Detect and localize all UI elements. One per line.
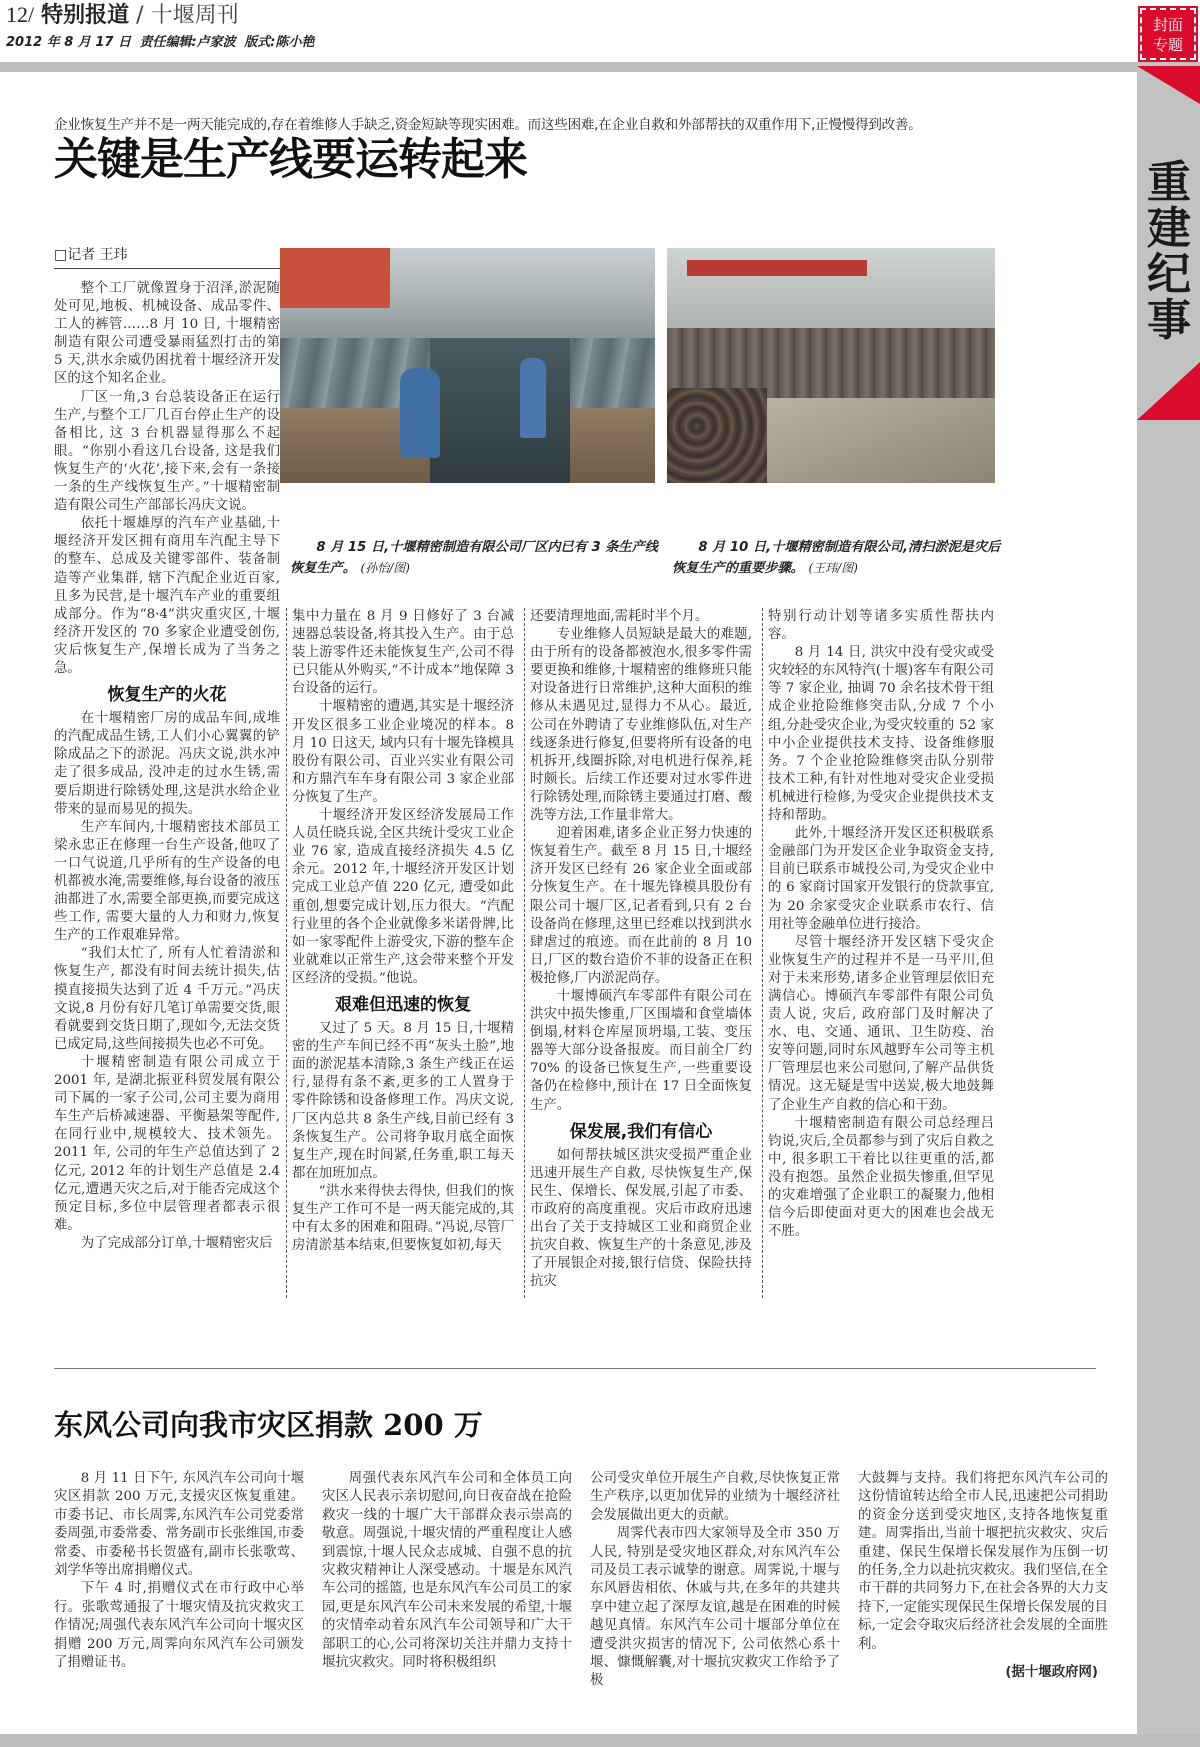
paragraph: 8 月 14 日, 洪灾中没有受灾或受灾较轻的东风特汽(十堰)客车有限公司等 7 家企业, 抽调 70 余名技术骨干组成企业抢险维修突击队,分成 7 个小组,分赴受灾企业,为受灾较重的 52 家中小企业提供技术支持、设备维修服务。7 个企业抢险维修突击队分别带技术工种,有针对性地对受灾企业受损机械进行检修,为受灾企业提供技术支持和帮助。 xyxy=(768,645,994,824)
bottom-divider-band xyxy=(0,1734,1200,1747)
paragraph: 8 月 11 日下午, 东风汽车公司向十堰灾区捐款 200 万元,支援灾区恢复重建。市委书记、市长周霁,东风汽车公司党委常委周强,市委常委、常务副市长张维国,市委常委、市委秘书长贺盛有,副市长张歌莺、刘学华等出席捐赠仪式。 xyxy=(54,1471,304,1579)
article-separator xyxy=(54,1368,1096,1369)
paragraph: 尽管十堰经济开发区辖下受灾企业恢复生产的过程并不是一马平川,但对于未来形势,诸多企业管理层依旧充满信心。博硕汽车零部件有限公司负责人说, 灾后, 政府部门及时解决了水、电、交通、通讯、卫生防疫、治安等问题,同时东风越野车公司等主机厂管理层也来公司慰问,了解产品供货情况。这无疑是雪中送炭,极大地鼓舞了企业生产自救的信心和干劲。 xyxy=(768,934,994,1113)
paragraph: 下午 4 时,捐赠仪式在市行政中心举行。张歌莺通报了十堰灾情及抗灾救灾工作情况;周强代表东风汽车公司向十堰灾区捐赠 200 万元,周霁向东风汽车公司颁发了捐赠证书。 xyxy=(54,1581,304,1671)
paragraph: 公司受灾单位开展生产自救,尽快恢复正常生产秩序,以更加优异的业绩为十堰经济社会发展做出更大的贡献。 xyxy=(590,1471,840,1523)
stamp-line-2: 专题 xyxy=(1152,36,1183,54)
page-number: 12/ xyxy=(6,2,35,27)
caption-text: 8 月 15 日,十堰精密制造有限公司厂区内已有 3 条生产线恢复生产。 xyxy=(290,540,658,576)
article-deck: 企业恢复生产并不是一两天能完成的,存在着维修人手缺乏,资金短缺等现实困难。而这些困难,在企业自救和外部帮扶的双重作用下,正慢慢得到改善。 xyxy=(54,117,922,133)
paragraph: 十堰精密制造有限公司总经理吕钧说,灾后,全员都参与到了灾后自救之中, 很多职工干着比以往更重的活,都没有抱怨。虽然企业损失惨重,但罕见的灾难增强了企业职工的凝聚力,他相信今后即使面对更大的困难也会战无不胜。 xyxy=(768,1115,994,1240)
photo-caption-1 xyxy=(290,538,660,579)
photo-machine xyxy=(430,338,570,483)
subheading: 保发展,我们有信心 xyxy=(569,1121,713,1142)
editor-credit: 责任编辑:卢家波 xyxy=(139,35,236,50)
article-column-4 xyxy=(768,608,994,1241)
article-headline: 关键是生产线要运转起来 xyxy=(54,134,527,185)
column-divider xyxy=(286,608,287,1298)
side-column-title: 重建纪事 xyxy=(1147,157,1191,346)
byline: □记者 王玮 xyxy=(54,244,280,269)
paragraph: 周霁代表市四大家领导及全市 350 万人民, 特别是受灾地区群众,对东风汽车公司及员工表示诚挚的谢意。周霁说,十堰与东风唇齿相依、休戚与共,在多年的共建共享中建立起了深厚友谊,越是在困难的时候越见真情。东风汽车公司十堰部分单位在遭受洪灾损害的情况下, 公司依然心系十堰、慷慨解囊,对十堰抗灾救灾工作给予了极 xyxy=(590,1526,840,1689)
subheading: 恢复生产的火花 xyxy=(107,685,227,706)
article-column-3 xyxy=(530,608,752,1291)
top-divider-band xyxy=(0,62,1200,72)
photo-production-line xyxy=(280,248,655,483)
column-divider xyxy=(524,608,525,1298)
photo-sign xyxy=(687,260,867,276)
issue-date: 2012 年 8 月 17 日 xyxy=(6,35,131,50)
paragraph: 厂区一角,3 台总装设备正在运行生产,与整个工厂几百台停止生产的设备相比, 这 3 台机器显得那么不起眼。“你别小看这几台设备, 这是我们恢复生产的‘火花’,接下来,会有一条接一条的生产线恢复生产。”十堰精密制造有限公司生产部部长冯庆文说。 xyxy=(54,389,280,514)
issue-info xyxy=(6,31,318,50)
paragraph: 此外,十堰经济开发区还积极联系金融部门为开发区企业争取资金支持,目前已联系市城投公司,为受灾企业中的 6 家商讨国家开发银行的贷款事宜,为 20 余家受灾企业联系市农行、信用社等金融单位进行接洽。 xyxy=(768,826,994,932)
article-column-1 xyxy=(54,280,280,1253)
section-name: 特别报道 xyxy=(41,3,130,28)
second-article-headline: 东风公司向我市灾区捐款 200 万 xyxy=(54,1408,483,1442)
paragraph: 十堰精密制造有限公司成立于 2001 年, 是湖北振亚科贸发展有限公司下属的一家子公司,公司主要为商用车生产后桥减速器、平衡悬架等配件,在同行业中,规模较大、技术领先。2011 年, 公司的年生产总值达到了 2 亿元, 2012 年的计划生产总值是 2.4 亿元,遭遇天灾之后,对于能否完成这个预定目标,多位中层管理者都表示很难。 xyxy=(54,1054,280,1233)
paragraph: 周强代表东风汽车公司和全体员工向灾区人民表示亲切慰问,向日夜奋战在抢险救灾一线的十堰广大干部群众表示崇高的敬意。周强说,十堰灾情的严重程度让人感到震惊,十堰人民众志成城、自强不息的抗灾救灾精神让人深受感动。十堰是东风汽车公司的摇篮, 也是东风汽车公司员工的家园,更是东风汽车公司未来发展的希望,十堰的灾情牵动着东风汽车公司领导和广大干部职工的心,公司将深切关注并鼎力支持十堰抗灾救灾。同时将积极组织 xyxy=(322,1471,572,1671)
paragraph: 如何帮扶城区洪灾受损严重企业迅速开展生产自救, 尽快恢复生产,保民生、保增长、保发展,引起了市委、市政府的高度重视。灾后市政府迅速出台了关于支持城区工业和商贸企业抗灾自救、恢复生产的十条意见,涉及了开展银企对接,银行信贷、保险扶持抗灾 xyxy=(530,1147,752,1290)
photo-muddy-water xyxy=(757,398,995,483)
column-divider xyxy=(762,608,763,1298)
photo-parts xyxy=(667,388,767,483)
paragraph: “洪水来得快去得快, 但我们的恢复生产工作可不是一两天能完成的,其中有太多的困难和阻碍。”冯说,尽管厂房清淤基本结束,但要恢复如初,每天 xyxy=(292,1183,514,1254)
paragraph: “我们太忙了, 所有人忙着清淤和恢复生产, 都没有时间去统计损失,估摸直接损失达到了近 4 千万元。”冯庆文说,8 月份有好几笔订单需要交货,眼看就要到交货日期了,现如今,无法交货已成定局,这些间接损失也必不可免。 xyxy=(54,946,280,1052)
photo-credit: (王玮/图) xyxy=(808,561,858,575)
caption-text: 8 月 10 日,十堰精密制造有限公司,清扫淤泥是灾后恢复生产的重要步骤。 xyxy=(672,540,1001,576)
photo-worker xyxy=(400,368,440,458)
paragraph: 为了完成部分订单,十堰精密灾后 xyxy=(80,1235,273,1251)
paragraph: 集中力量在 8 月 9 日修好了 3 台减速器总装设备,将其投入生产。由于总装上游零件还未能恢复生产,公司不得已只能从外购买,“不计成本”地保障 3 台设备的运行。 xyxy=(292,609,514,697)
paragraph: 又过了 5 天。8 月 15 日,十堰精密的生产车间已经不再“灰头土脸”,地面的淤泥基本清除,3 条生产线正在运行,显得有条不紊,更多的工人置身于零件除锈和设备修理工作。冯庆文说,厂区内总共 8 条生产线,目前已经有 3 条恢复生产。公司将争取月底全面恢复生产,现在时间紧,任务重,职工每天都在加班加点。 xyxy=(292,1021,514,1181)
paragraph: 专业维修人员短缺是最大的难题,由于所有的设备都被泡水,很多零件需要更换和维修,十堰精密的维修班只能对设备进行日常维护,这种大面积的维修从未遇见过,显得力不从心。最近,公司在外聘请了专业维修队伍,对生产线逐条进行修复,但要将所有设备的电机拆开,线圈拆除,对电机进行保养,耗时颇长。后续工作还要对过水零件进行除锈处理,而除锈主要通过打磨、酸洗等方法,工作量非常大。 xyxy=(530,627,752,824)
photo-banner xyxy=(280,248,390,308)
layout-credit: 版式:陈小艳 xyxy=(244,35,315,50)
photo-caption-2 xyxy=(672,538,1002,579)
paragraph: 生产车间内,十堰精密技术部员工梁永忠正在修理一台生产设备,他叹了一口气说道,几乎所有的生产设备的电机都被水淹,需要维修,每台设备的液压油都进了水,需要全部更换,而要完成这些工作, 需要大量的人力和财力,恢复生产的工作艰难异常。 xyxy=(54,819,280,944)
cover-topic-stamp[interactable] xyxy=(1140,8,1196,60)
page-header xyxy=(6,2,239,29)
paragraph: 十堰精密的遭遇,其实是十堰经济开发区很多工业企业境况的样本。8 月 10 日这天, 域内只有十堰先锋模具股份有限公司、百业兴实业有限公司和方鼎汽车车身有限公司 3 家企业部分恢复了生产。 xyxy=(292,699,514,805)
side-red-triangle-bottom xyxy=(1137,362,1200,420)
header-separator: / xyxy=(136,3,144,28)
paragraph: 迎着困难,诸多企业正努力快速的恢复着生产。截至 8 月 15 日,十堰经济开发区已经有 26 家企业全面或部分恢复生产。在十堰先锋模具股份有限公司十堰厂区,记者看到,只有 2 台设备尚在修理,这里已经难以找到洪水肆虐过的痕迹。而在此前的 8 月 10 日,厂区的数台造价不菲的设备正在积极抢修,厂内淤泥尚存。 xyxy=(530,826,752,986)
article-column-2 xyxy=(292,608,514,1255)
second-article-column-1 xyxy=(54,1470,304,1672)
paragraph: 在十堰精密厂房的成品车间,成堆的汽配成品生锈,工人们小心翼翼的铲除成品之下的淤泥。冯庆文说,洪水冲走了很多成品, 没冲走的过水生锈,需要后期进行除锈处理,这是洪水给企业带来的显而易见的损失。 xyxy=(54,711,280,817)
paragraph: 特别行动计划等诸多实质性帮扶内容。 xyxy=(768,609,994,643)
second-article-column-3 xyxy=(590,1470,840,1691)
paragraph: 大鼓舞与支持。我们将把东风汽车公司的这份情谊转达给全市人民,迅速把公司捐助的资金分送到受灾地区,支持各地恢复重建。周霁指出,当前十堰把抗灾救灾、灾后重建、保民生保增长保发展作为压倒一切的任务,全力以赴抗灾救灾。我们坚信,在全市干群的共同努力下,在社会各界的大力支持下,一定能实现保民生保增长保发展的目标,一定会夺取灾后经济社会发展的全面胜利。 xyxy=(858,1471,1108,1652)
paragraph: 还要清理地面,需耗时半个月。 xyxy=(530,609,709,624)
side-red-triangle-top xyxy=(1137,66,1200,104)
photo-mud-cleanup xyxy=(667,248,995,483)
second-article-column-2 xyxy=(322,1470,572,1672)
second-article-column-4 xyxy=(858,1470,1108,1682)
source-attribution: (据十堰政府网) xyxy=(1005,1665,1098,1681)
subheading: 艰难但迅速的恢复 xyxy=(335,994,471,1015)
paragraph: 十堰博硕汽车零部件有限公司在洪灾中损失惨重,厂区围墙和食堂墙体倒塌,材料仓库屋顶坍塌,工装、变压器等大部分设备报废。而目前全厂约 70% 的设备已恢复生产,一些重要设备仍在检修中,预计在 17 日全面恢复生产。 xyxy=(530,988,752,1113)
paragraph: 十堰经济开发区经济发展局工作人员任晓兵说,全区共统计受灾工业企业 76 家, 造成直接经济损失 4.5 亿余元。2012 年,十堰经济开发区计划完成工业总产值 220 亿元, 遭受如此重创,想要完成计划,压力很大。“汽配行业里的各个企业就像多米诺骨牌,比如一家零配件上游受灾,下游的整车企业就难以正常生产,这会带来整个开发区经济的受损。”他说。 xyxy=(292,808,514,986)
stamp-line-1: 封面 xyxy=(1152,16,1183,34)
photo-credit: (孙怡/图) xyxy=(360,561,410,575)
photo-worker xyxy=(520,358,546,438)
paragraph: 整个工厂就像置身于沼泽,淤泥随处可见,地板、机械设备、成品零件、工人的裤管……8 月 10 日, 十堰精密制造有限公司遭受暴雨猛烈打击的第 5 天,洪水余威仍困扰着十堰经济开发区的这个知名企业。 xyxy=(54,281,280,387)
paragraph: 依托十堰雄厚的汽车产业基础,十堰经济开发区拥有商用车汽配主导下的整车、总成及关键零部件、装备制造等产业集群, 辖下汽配企业近百家,且多为民营,是十堰汽车产业的重要组成部分。作为“8·4”洪灾重灾区,十堰经济开发区的 70 多家企业遭受创伤, 灾后恢复生产,保增长成为了当务之急。 xyxy=(54,516,280,676)
publication-name: 十堰周刊 xyxy=(150,3,239,28)
